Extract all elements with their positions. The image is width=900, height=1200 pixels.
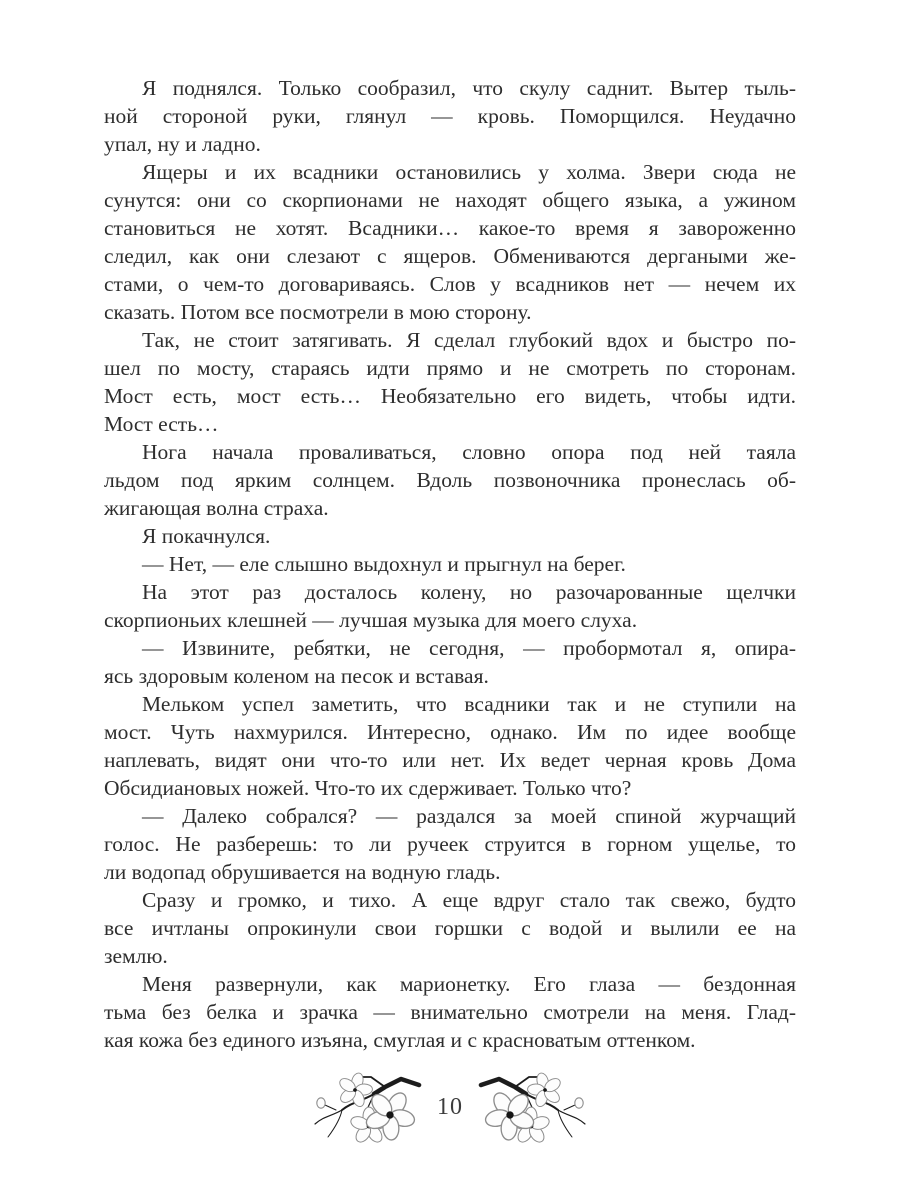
page-number: 10: [437, 1093, 463, 1120]
text-line: — Извините, ребятки, не сегодня, — пробормотал я, опира-: [142, 636, 796, 660]
text-line: землю.: [104, 944, 168, 968]
text-line: Мост есть, мост есть… Необязательно его видеть, чтобы идти.: [104, 384, 796, 408]
text-line: сказать. Потом все посмотрели в мою сторону.: [104, 300, 532, 324]
text-line: льдом под ярким солнцем. Вдоль позвоночника пронеслась об-: [104, 468, 796, 492]
flower-icon: [523, 1068, 567, 1111]
text-line: стами, о чем-то договариваясь. Слов у всадников нет — нечем их: [104, 272, 796, 296]
text-line: кая кожа без единого изъяна, смуглая и с красноватым оттенком.: [104, 1028, 696, 1052]
text-line: Я поднялся. Только сообразил, что скулу саднит. Вытер тыль-: [142, 76, 796, 100]
text-line: Я покачнулся.: [142, 524, 271, 548]
text-line: мост. Чуть нахмурился. Интересно, однако. Им по идее вообще: [104, 720, 796, 744]
text-line: наплевать, видят они что-то или нет. Их ведет черная кровь Дома: [104, 748, 796, 772]
text-line: голос. Не разберешь: то ли ручеек струится в горном ущелье, то: [104, 832, 796, 856]
text-line: Мельком успел заметить, что всадники так и не ступили на: [142, 692, 796, 716]
paragraph: [104, 886, 796, 970]
flower-icon: [333, 1068, 377, 1111]
text-line: скорпионьих клешней — лучшая музыка для моего слуха.: [104, 608, 638, 632]
text-line: тьма без белка и зрачка — внимательно смотрели на меня. Глад-: [104, 1000, 796, 1024]
blossom-branch-right-icon: [477, 1068, 589, 1146]
text-line: ясь здоровым коленом на песок и вставая.: [104, 664, 489, 688]
paragraph: [104, 578, 796, 634]
text-line: Обсидиановых ножей. Что-то их сдерживает. Только что?: [104, 776, 632, 800]
paragraph: [104, 438, 796, 522]
paragraph: [104, 970, 796, 1054]
text-line: На этот раз досталось колену, но разочарованные щелчки: [142, 580, 796, 604]
paragraph: [104, 634, 796, 690]
text-line: сунутся: они со скорпионами не находят общего языка, а ужином: [104, 188, 796, 212]
text-line: жигающая волна страха.: [104, 496, 329, 520]
text-line: — Нет, — еле слышно выдохнул и прыгнул на берег.: [142, 552, 626, 576]
text-line: ли водопад обрушивается на водную гладь.: [104, 860, 501, 884]
page-footer: [0, 1062, 900, 1152]
text-line: становиться не хотят. Всадники… какое-то время я завороженно: [104, 216, 796, 240]
paragraph: [104, 690, 796, 802]
text-line: шел по мосту, стараясь идти прямо и не смотреть по сторонам.: [104, 356, 796, 380]
text-line: Сразу и громко, и тихо. А еще вдруг стало так свежо, будто: [142, 888, 796, 912]
text-line: Мост есть…: [104, 412, 219, 436]
text-line: — Далеко собрался? — раздался за моей спиной журчащий: [142, 804, 796, 828]
text-line: Так, не стоит затягивать. Я сделал глубокий вдох и быстро по-: [142, 328, 796, 352]
text-line: Нога начала проваливаться, словно опора под ней таяла: [142, 440, 796, 464]
paragraph: [104, 158, 796, 326]
paragraph: [104, 74, 796, 158]
text-line: все ичтланы опрокинули свои горшки с водой и вылили ее на: [104, 916, 796, 940]
text-line: ной стороной руки, глянул — кровь. Поморщился. Неудачно: [104, 104, 796, 128]
blossom-branch-left-icon: [311, 1068, 423, 1146]
text-block: [104, 74, 796, 1054]
text-line: следил, как они слезают с ящеров. Обмениваются дергаными же-: [104, 244, 796, 268]
text-line: упал, ну и ладно.: [104, 132, 261, 156]
paragraph: [104, 522, 796, 550]
blossom-bud-icon: [575, 1098, 583, 1108]
paragraph: [104, 326, 796, 438]
paragraph: [104, 550, 796, 578]
paragraph: [104, 802, 796, 886]
text-line: Меня развернули, как марионетку. Его глаза — бездонная: [142, 972, 796, 996]
blossom-bud-icon: [317, 1098, 325, 1108]
text-line: Ящеры и их всадники остановились у холма. Звери сюда не: [142, 160, 796, 184]
